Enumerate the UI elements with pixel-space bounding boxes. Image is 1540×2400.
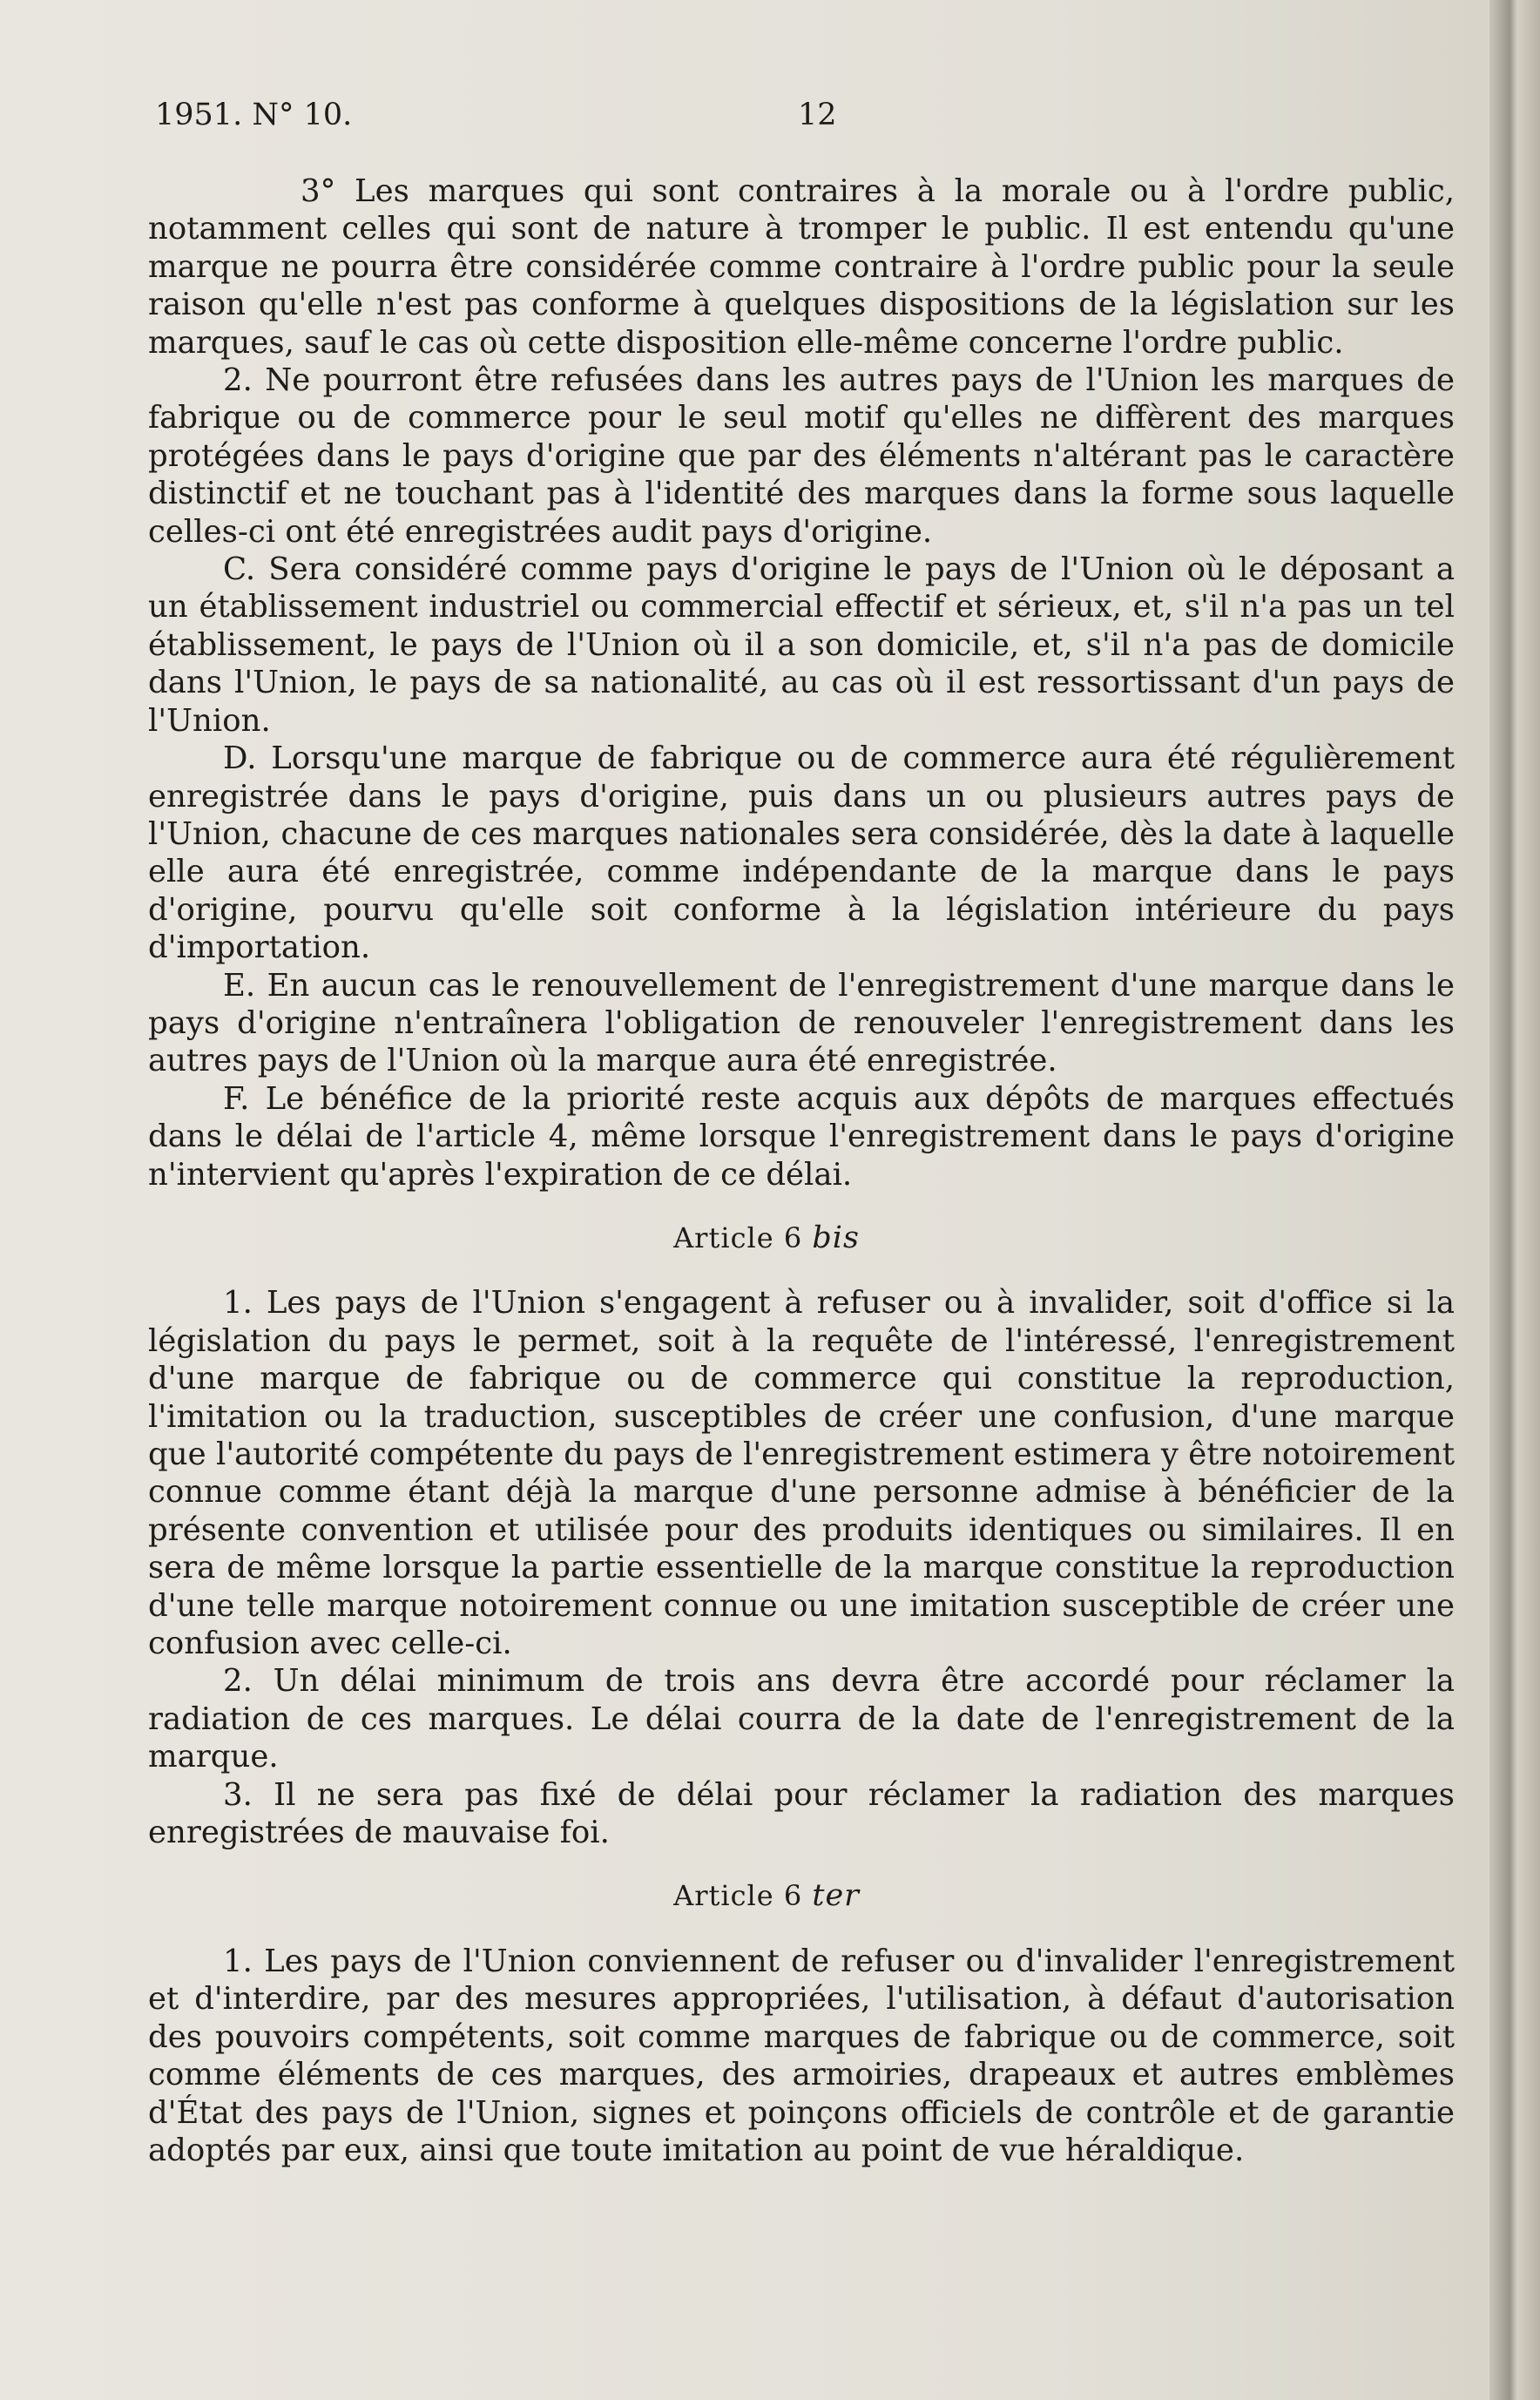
page-header xyxy=(155,98,1200,141)
paragraph: F. Le bénéfice de la priorité reste acquis aux dépôts de marques effectués dans le délai de l'article 4, même lorsque l'enregistrement dans le pays d'origine n'intervient qu'après l'expiration de ce délai. xyxy=(148,1080,1455,1193)
article-heading-suffix: ter xyxy=(812,1878,860,1914)
article-heading-word: Article 6 xyxy=(673,1220,803,1254)
paragraph: E. En aucun cas le renouvellement de l'enregistrement d'une marque dans le pays d'origine n'entraînera l'obligation de renouveler l'enregistrement dans les autres pays de l'Union où la marque aura été enregistrée. xyxy=(148,967,1455,1079)
paragraph: 1. Les pays de l'Union s'engagent à refuser ou à invalider, soit d'office si la législation du pays le permet, soit à la requête de l'intéressé, l'enregistrement d'une marque de fabrique ou de commerce qui constitue la reproduction, l'imitation ou la traduction, susceptibles de créer une confusion, d'une marque que l'autorité compétente du pays de l'enregistrement estimera y être notoirement connue comme étant déjà la marque d'une personne admise à bénéficier de la présente convention et utilisée pour des produits identiques ou similaires. Il en sera de même lorsque la partie essentielle de la marque constitue la reproduction d'une telle marque notoirement connue ou une imitation susceptible de créer une confusion avec celle-ci. xyxy=(148,1285,1455,1662)
paragraph: 1. Les pays de l'Union conviennent de refuser ou d'invalider l'enregistrement et d'interdire, par des mesures appropriées, l'utilisation, à défaut d'autorisation des pouvoirs compétents, soit comme marques de fabrique ou de commerce, soit comme éléments de ces marques, des armoiries, drapeaux et autres emblèmes d'État des pays de l'Union, signes et poinçons officiels de contrôle et de garantie adoptés par eux, ainsi que toute imitation au point de vue héraldique. xyxy=(148,1943,1455,2168)
paragraph: 2. Ne pourront être refusées dans les autres pays de l'Union les marques de fabrique ou de commerce pour le seul motif qu'elles ne diffèrent des marques protégées dans le pays d'origine que par des éléments n'altérant pas le caractère distinctif et ne touchant pas à l'identité des marques dans la forme sous laquelle celles-ci ont été enregistrées audit pays d'origine. xyxy=(148,362,1455,550)
paragraph: 2. Un délai minimum de trois ans devra être accordé pour réclamer la radiation de ces marques. Le délai courra de la date de l'enregistrement de la marque. xyxy=(148,1663,1455,1775)
book-spine xyxy=(1489,0,1540,2400)
paragraph: 3. Il ne sera pas fixé de délai pour réclamer la radiation des marques enregistrées de mauvaise foi. xyxy=(148,1776,1455,1851)
body-text xyxy=(148,172,1455,2169)
paragraph: 3° Les marques qui sont contraires à la morale ou à l'ordre public, notamment celles qui sont de nature à tromper le public. Il est entendu qu'une marque ne pourra être considérée comme contraire à l'ordre public pour la seule raison qu'elle n'est pas conforme à quelques dispositions de la législation sur les marques, sauf le cas où cette disposition elle-même concerne l'ordre public. xyxy=(148,173,1455,361)
article-heading-bis xyxy=(148,1220,1455,1257)
paragraph: C. Sera considéré comme pays d'origine le pays de l'Union où le déposant a un établissement industriel ou commercial effectif et sérieux, et, s'il n'a pas un tel établissement, le pays de l'Union où il a son domicile, et, s'il n'a pas de domicile dans l'Union, le pays de sa nationalité, au cas où il est ressortissant d'un pays de l'Union. xyxy=(148,551,1455,739)
page-number: 12 xyxy=(798,98,837,132)
paragraph: D. Lorsqu'une marque de fabrique ou de commerce aura été régulièrement enregistrée dans le pays d'origine, puis dans un ou plusieurs autres pays de l'Union, chacune de ces marques nationales sera considérée, dès la date à laquelle elle aura été enregistrée, comme indépendante de la marque dans le pays d'origine, pourvu qu'elle soit conforme à la législation intérieure du pays d'importation. xyxy=(148,740,1455,966)
header-year-number: 1951. N° 10. xyxy=(155,98,353,132)
article-heading-word: Article 6 xyxy=(673,1879,803,1913)
article-heading-ter xyxy=(148,1877,1455,1915)
article-heading-suffix: bis xyxy=(812,1220,860,1255)
